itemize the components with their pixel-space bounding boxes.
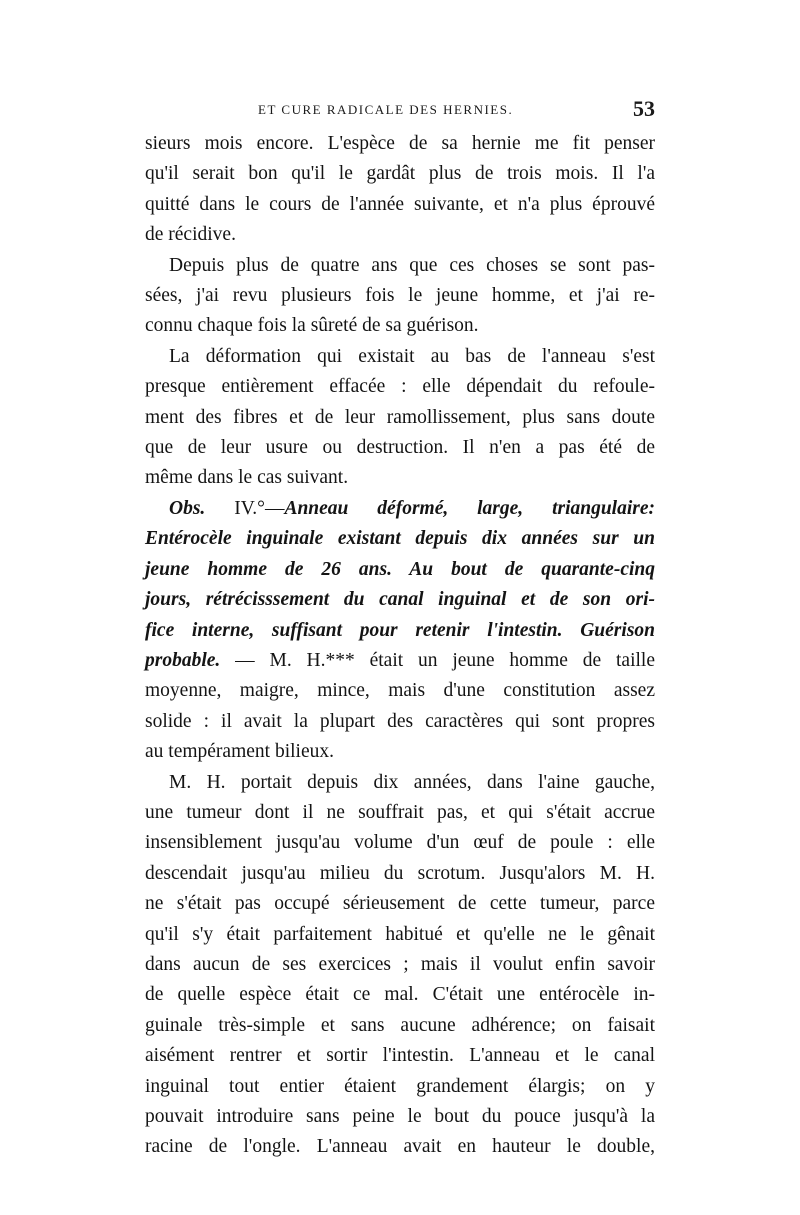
text-line: La déformation qui existait au bas de l'anneau s'est [169,345,655,367]
obs-final-line [145,646,655,676]
text-line: descendait jusqu'au milieu du scrotum. Jusqu'alors M. H. [145,862,655,884]
text-line: dans aucun de ses exercices ; mais il voulut enfin savoir [145,953,655,975]
paragraph-block [145,676,655,1163]
text-line: qu'il serait bon qu'il le gardât plus de trois mois. Il l'a [145,163,655,185]
obs-number: IV.° [234,497,265,519]
text-line: moyenne, maigre, mince, mais d'une constitution assez [145,680,655,702]
text-line: pouvait introduire sans peine le bout du pouce jusqu'à la [145,1106,655,1127]
text-line: inguinal tout entier étaient grandement élargis; on y [145,1075,655,1097]
obs-roman-start: — M. H.*** était un jeune homme de taille [220,649,655,671]
obs-dash: — [264,497,285,519]
text-line: de quelle espèce était ce mal. C'était une entérocèle in- [145,984,655,1006]
page-header [145,96,655,124]
text-line: qu'il s'y était parfaitement habitué et qu'elle ne le gênait [145,923,655,945]
text-line: Depuis plus de quatre ans que ces choses se sont pas- [169,254,655,276]
text-line: connu chaque fois la sûreté de sa guérison. [145,315,479,337]
text-line: solide : il avait la plupart des caractères qui sont propres [145,710,655,732]
text-line: ne s'était pas occupé sérieusement de cette tumeur, parce [145,893,655,915]
obs-label: Obs. [169,497,206,519]
text-line: M. H. portait depuis dix années, dans l'aine gauche, [169,771,655,793]
text-line: presque entièrement effacée : elle dépendait du refoule- [145,376,655,398]
text-line: aisément rentrer et sortir l'intestin. L'anneau et le canal [145,1045,655,1067]
running-title: ET CURE RADICALE DES HERNIES. [258,102,514,117]
obs-title-line: Entérocèle inguinale existant depuis dix années sur un [145,528,655,550]
text-line: sées, j'ai revu plusieurs fois le jeune homme, et j'ai re- [145,285,655,307]
obs-title-line: jours, rétrécisssement du canal inguinal et de son ori- [145,589,655,611]
text-line: racine de l'ongle. L'anneau avait en hauteur le double, [145,1136,655,1158]
obs-title-line: Anneau déformé, large, triangulaire: [284,497,656,519]
body-text [145,129,655,1163]
obs-italic-end: probable. [145,649,221,671]
text-line: au tempérament bilieux. [145,741,334,763]
obs-heading-line [145,494,655,524]
text-line: que de leur usure ou destruction. Il n'en a pas été de [145,437,655,459]
text-line: même dans le cas suivant. [145,467,349,489]
paragraph-block [145,129,655,494]
text-line: insensiblement jusqu'au volume d'un œuf de poule : elle [145,832,655,854]
text-line: de récidive. [145,224,236,246]
text-line: quitté dans le cours de l'année suivante, et n'a plus éprouvé [145,193,655,215]
text-line: guinale très-simple et sans aucune adhérence; on faisait [145,1014,655,1036]
text-line: une tumeur dont il ne souffrait pas, et qui s'était accrue [145,801,655,823]
page-number: 53 [633,96,655,121]
text-line: sieurs mois encore. L'espèce de sa hernie me fit penser [145,133,655,154]
text-line: ment des fibres et de leur ramollissement, plus sans doute [145,406,655,428]
obs-title-line: jeune homme de 26 ans. Au bout de quarante-cinq [145,558,655,580]
obs-title-line: fice interne, suffisant pour retenir l'intestin. Guérison [145,619,655,641]
